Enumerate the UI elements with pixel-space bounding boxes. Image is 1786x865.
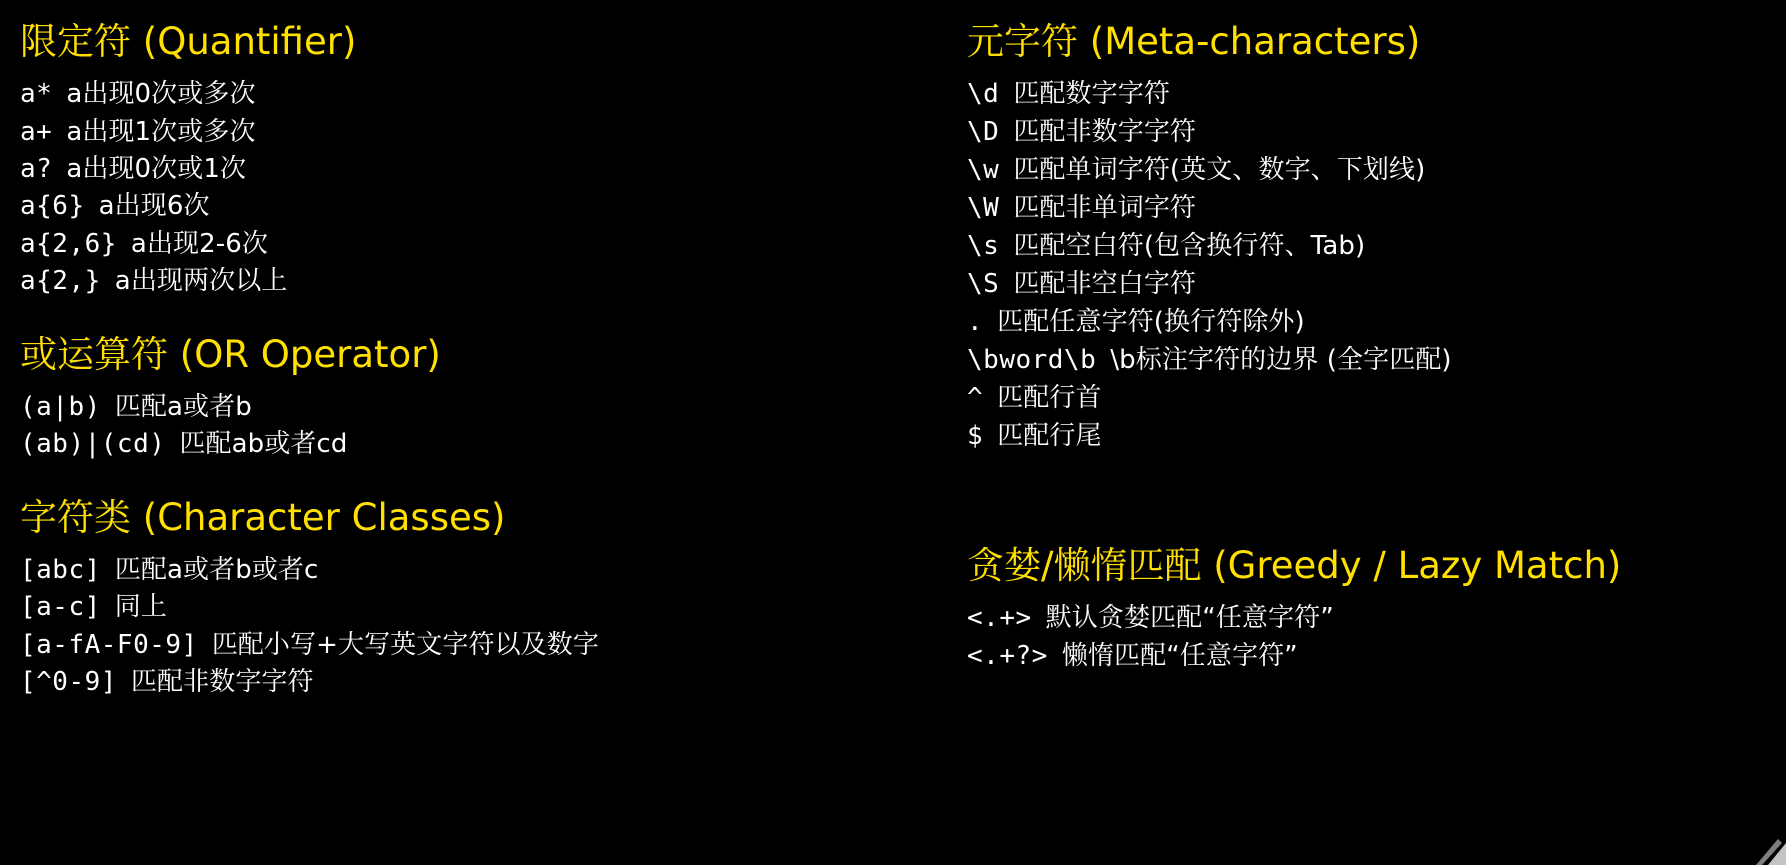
list-item [967,114,1762,152]
section-greedy-lazy [967,542,1762,676]
list-item [967,304,1762,342]
list-item [967,76,1762,114]
list-item [20,589,957,626]
code-token: a+ [20,116,53,147]
list-item [20,389,957,426]
list-item [967,266,1762,304]
list-item [967,152,1762,190]
list-item [20,114,957,151]
code-token: \s [967,230,1000,261]
description-text: \b标注字符的边界 (全字匹配) [1110,344,1452,375]
description-text: 懒惰匹配“任意字符” [1061,640,1298,671]
list-item [967,190,1762,228]
description-text: 匹配空白符(包含换行符、Tab) [1013,230,1366,261]
meta-characters-list [967,76,1762,456]
description-text: 匹配非数字字符 [1013,117,1197,148]
code-token: \W [967,192,1000,223]
or-operator-list [20,389,957,464]
list-item [967,380,1762,418]
description-text: 匹配行尾 [997,420,1102,451]
description-text: 匹配非单词字符 [1013,192,1197,223]
quantifier-list [20,76,957,301]
list-item [20,426,957,463]
list-item [967,418,1762,456]
code-token: a* [20,79,53,110]
code-token: [abc] [20,554,101,585]
code-token: a? [20,153,53,184]
code-token: \bword\b [967,344,1097,375]
code-token: \S [967,268,1000,299]
description-text: a出现1次或多次 [66,116,256,147]
description-text: 匹配行首 [997,382,1102,413]
code-token: <.+> [967,602,1032,633]
section-quantifier [20,18,957,301]
list-item [967,228,1762,266]
section-title-or-operator: 或运算符 (OR Operator) [20,332,441,376]
description-text: 匹配a或者b [114,391,252,422]
code-token: (ab)|(cd) [20,429,166,460]
list-item [20,76,957,113]
description-text: 匹配小写+大写英文字符以及数字 [211,629,599,660]
list-item [20,263,957,300]
section-title-greedy-lazy: 贪婪/懒惰匹配 (Greedy / Lazy Match) [967,543,1622,587]
character-classes-list [20,552,957,702]
code-token: [^0-9] [20,667,117,698]
code-token: a{2,} [20,266,101,297]
list-item [967,638,1762,676]
section-character-classes [20,494,957,702]
code-token: <.+?> [967,640,1048,671]
code-token: \d [967,79,1000,110]
list-item [967,600,1762,638]
list-item [20,627,957,664]
list-item [20,151,957,188]
description-text: a出现6次 [98,191,210,222]
description-text: a出现0次或1次 [66,153,247,184]
list-item [967,342,1762,380]
list-item [20,226,957,263]
description-text: 默认贪婪匹配“任意字符” [1045,602,1334,633]
description-text: a出现2-6次 [130,228,269,259]
description-text: 匹配单词字符(英文、数字、下划线) [1013,155,1426,185]
description-text: a出现0次或多次 [66,79,256,110]
description-text: a出现两次以上 [114,266,288,297]
description-text: 匹配非空白字符 [1013,268,1197,299]
section-or-operator [20,331,957,464]
code-token: \D [967,117,1000,148]
code-token: [a-fA-F0-9] [20,629,198,660]
code-token: $ [967,420,984,451]
section-title-meta-characters: 元字符 (Meta-characters) [967,20,1421,63]
code-token: a{2,6} [20,228,117,259]
left-column [20,18,967,706]
list-item [20,552,957,589]
description-text: 同上 [114,592,167,623]
section-title-character-classes: 字符类 (Character Classes) [20,495,506,539]
description-text: 匹配a或者b或者c [114,554,319,585]
code-token: \w [967,155,1000,185]
section-title-quantifier: 限定符 (Quantifier) [20,20,357,63]
description-text: 匹配非数字字符 [130,667,314,698]
description-text: 匹配任意字符(换行符除外) [997,306,1305,337]
list-item [20,664,957,701]
right-column [967,18,1762,680]
description-text: 匹配数字字符 [1013,79,1170,110]
section-meta-characters [967,18,1762,456]
two-column-layout [20,18,1762,706]
code-token: [a-c] [20,592,101,623]
code-token: . [967,306,984,337]
code-token: a{6} [20,191,85,222]
greedy-lazy-list [967,600,1762,676]
code-token: ^ [967,382,984,413]
code-token: (a|b) [20,391,101,422]
list-item [20,188,957,225]
description-text: 匹配ab或者cd [179,429,348,460]
corner-mark [1726,831,1786,865]
